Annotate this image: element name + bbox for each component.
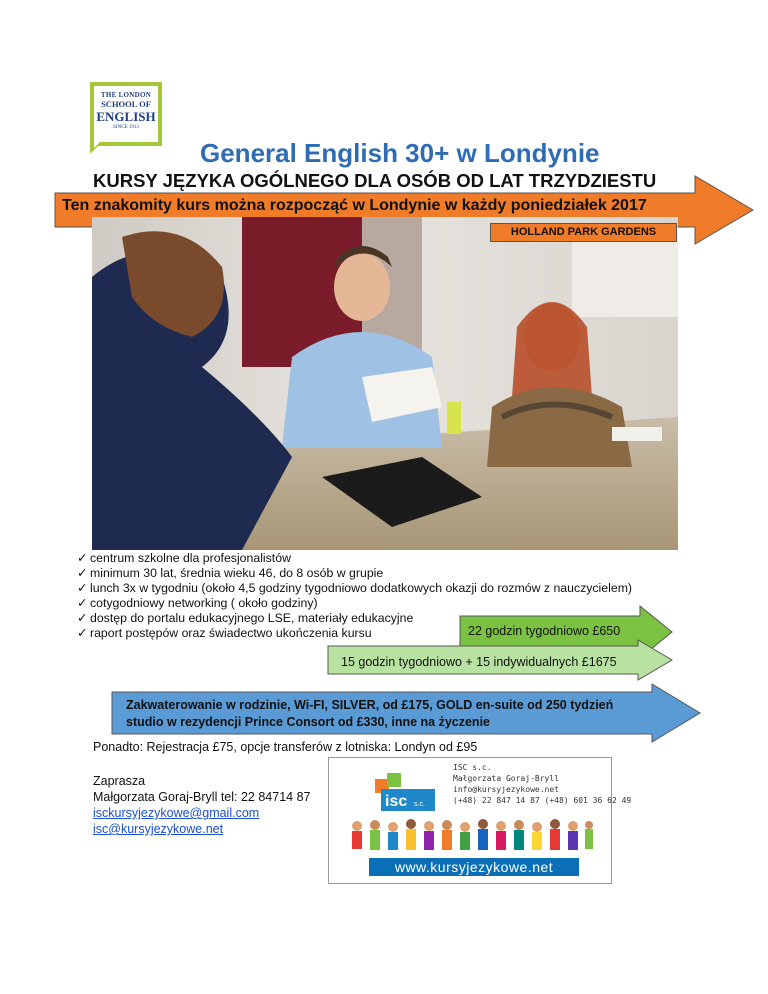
checkmark-icon: ✓ [77, 551, 88, 565]
isc-phones: (+48) 22 847 14 87 (+48) 601 36 62 49 [453, 796, 632, 805]
isc-logo-text: isc [385, 793, 408, 810]
isc-website[interactable]: www.kursyjezykowe.net [369, 858, 579, 876]
people-illustration [345, 816, 595, 864]
contact-block [93, 773, 310, 837]
checkmark-icon: ✓ [77, 566, 88, 580]
checkmark-icon: ✓ [77, 596, 88, 610]
isc-logo [373, 771, 437, 815]
list-item: ✓ dostęp do portalu edukacyjnego LSE, materiały edukacyjne [77, 611, 414, 625]
logo-speech-tail-inner [94, 142, 100, 148]
logo-line-2: SCHOOL OF [101, 99, 151, 109]
price-option-2: 15 godzin tygodniowo + 15 indywidualnych £1675 [341, 655, 617, 669]
isc-email: info@kursyjezykowe.net [453, 785, 559, 794]
checkmark-icon: ✓ [77, 611, 88, 625]
price-option-1: 22 godzin tygodniowo £650 [468, 624, 621, 638]
list-item: ✓ raport postępów oraz świadectwo ukończenia kursu [77, 626, 372, 640]
page-title: General English 30+ w Londynie [200, 138, 600, 168]
location-badge: HOLLAND PARK GARDENS [490, 223, 677, 242]
list-item: ✓ cotygodniowy networking ( około godziny) [77, 596, 318, 610]
isc-name: ISC s.c. [453, 763, 492, 772]
banner-text: Ten znakomity kurs można rozpocząć w Londynie w każdy poniedziałek 2017 [62, 197, 647, 214]
isc-advert [328, 757, 632, 884]
email-link-2[interactable]: isc@kursyjezykowe.net [93, 822, 224, 836]
extra-fees: Ponadto: Rejestracja £75, opcje transferów z lotniska: Londyn od £95 [93, 740, 478, 754]
checkmark-icon: ✓ [77, 581, 88, 595]
isc-person: Małgorzata Goraj-Bryll [453, 774, 559, 783]
accommodation-text [126, 697, 613, 731]
logo-line-3: ENGLISH [96, 108, 156, 124]
contact-name: Małgorzata Goraj-Bryll tel: 22 84714 87 [93, 790, 311, 804]
contact-invite: Zaprasza [93, 774, 146, 788]
accommodation-line-2: studio w rezydencji Prince Consort od £330, inne na życzenie [126, 715, 490, 729]
school-logo [90, 82, 162, 146]
isc-logo-suffix: s.c. [414, 801, 425, 808]
list-item: ✓ minimum 30 lat, średnia wieku 46, do 8 osób w grupie [77, 566, 384, 580]
isc-info [453, 762, 631, 806]
classroom-photo [92, 217, 678, 550]
list-item: ✓ centrum szkolne dla profesjonalistów [77, 551, 291, 565]
email-link-1[interactable]: isckursyjezykowe@gmail.com [93, 806, 260, 820]
accommodation-line-1: Zakwaterowanie w rodzinie, Wi-FI, SILVER, od £175, GOLD en-suite od 250 tydzień [126, 698, 614, 712]
logo-line-1: THE LONDON [100, 91, 152, 99]
list-item: ✓ lunch 3x w tygodniu (około 4,5 godziny tygodniowo dodatkowych okazji do rozmów z nauczycielem) [77, 581, 633, 595]
logo-line-4: SINCE 1913 [113, 124, 139, 130]
checkmark-icon: ✓ [77, 626, 88, 640]
page-subtitle: KURSY JĘZYKA OGÓLNEGO DLA OSÓB OD LAT TRZYDZIESTU [93, 170, 657, 191]
